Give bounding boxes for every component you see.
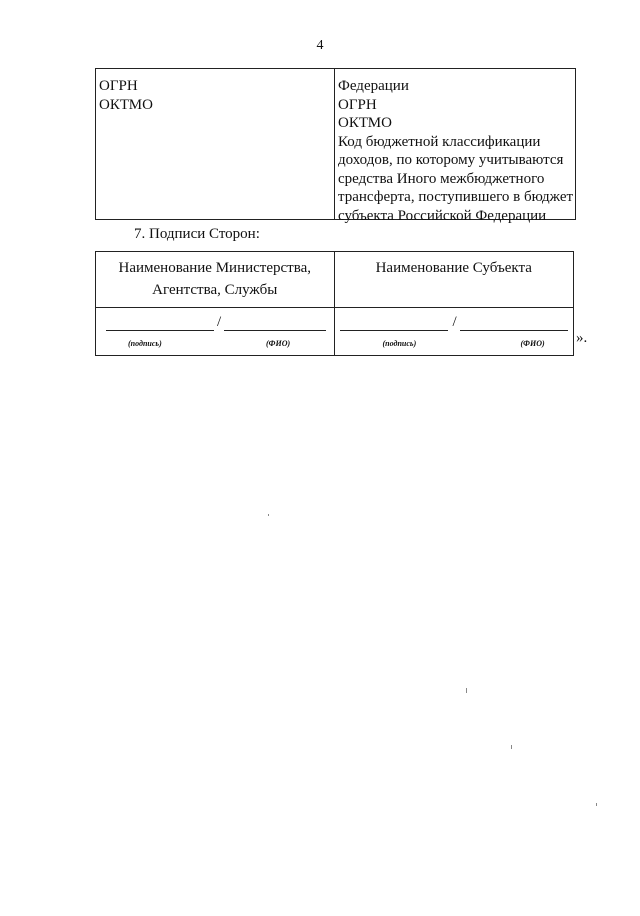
requisites-right-line: доходов, по которому учитываются bbox=[338, 152, 564, 168]
requisites-right-line: Код бюджетной классификации bbox=[338, 133, 541, 150]
requisites-left-line: ОГРН bbox=[99, 78, 138, 94]
requisites-right-line: средства Иного межбюджетного bbox=[338, 170, 545, 187]
ministry-name-line[interactable] bbox=[224, 330, 326, 331]
requisites-right-line: трансферта, поступившего в бюджет bbox=[338, 189, 574, 205]
subject-slash: / bbox=[452, 314, 457, 330]
signatures-header-row bbox=[96, 252, 573, 308]
signatures-table bbox=[95, 251, 574, 356]
ministry-header-line: Наименование Министерства, bbox=[118, 260, 311, 276]
ministry-header-cell bbox=[96, 252, 335, 307]
requisites-left-cell bbox=[96, 69, 335, 219]
ministry-header bbox=[96, 252, 334, 301]
page-number: 4 bbox=[316, 38, 324, 53]
ministry-name-caption: (ФИО) bbox=[266, 339, 291, 348]
signatures-sign-row bbox=[96, 308, 573, 355]
subject-signature-caption: (подпись) bbox=[382, 339, 417, 348]
subject-header-line: Наименование Субъекта bbox=[375, 260, 532, 276]
subject-header bbox=[335, 252, 574, 279]
requisites-left-line: ОКТМО bbox=[99, 96, 153, 113]
requisites-right-cell bbox=[335, 69, 575, 224]
scan-speck bbox=[466, 688, 467, 693]
ministry-signature-caption: (подпись) bbox=[128, 339, 162, 348]
scan-speck bbox=[596, 803, 597, 806]
subject-signature-cell bbox=[335, 308, 574, 355]
ministry-signature-line[interactable] bbox=[106, 330, 214, 331]
subject-name-caption: (ФИО) bbox=[520, 339, 545, 348]
requisites-table bbox=[95, 68, 576, 224]
ministry-signature-cell bbox=[96, 308, 335, 355]
section-heading: 7. Подписи Сторон: bbox=[134, 226, 260, 242]
requisites-right-line: субъекта Российской Федерации bbox=[338, 207, 547, 224]
subject-signature-line[interactable] bbox=[340, 330, 448, 331]
scan-speck bbox=[268, 514, 269, 516]
ministry-slash: / bbox=[217, 314, 222, 330]
closing-quote: ». bbox=[576, 330, 588, 346]
requisites-right-line: ОКТМО bbox=[338, 115, 392, 131]
subject-header-cell bbox=[335, 252, 574, 307]
ministry-header-line: Агентства, Службы bbox=[152, 282, 278, 298]
requisites-right-line: Федерации bbox=[338, 78, 409, 94]
subject-name-line[interactable] bbox=[460, 330, 568, 331]
scan-speck bbox=[511, 745, 512, 749]
requisites-right-line: ОГРН bbox=[338, 96, 377, 113]
